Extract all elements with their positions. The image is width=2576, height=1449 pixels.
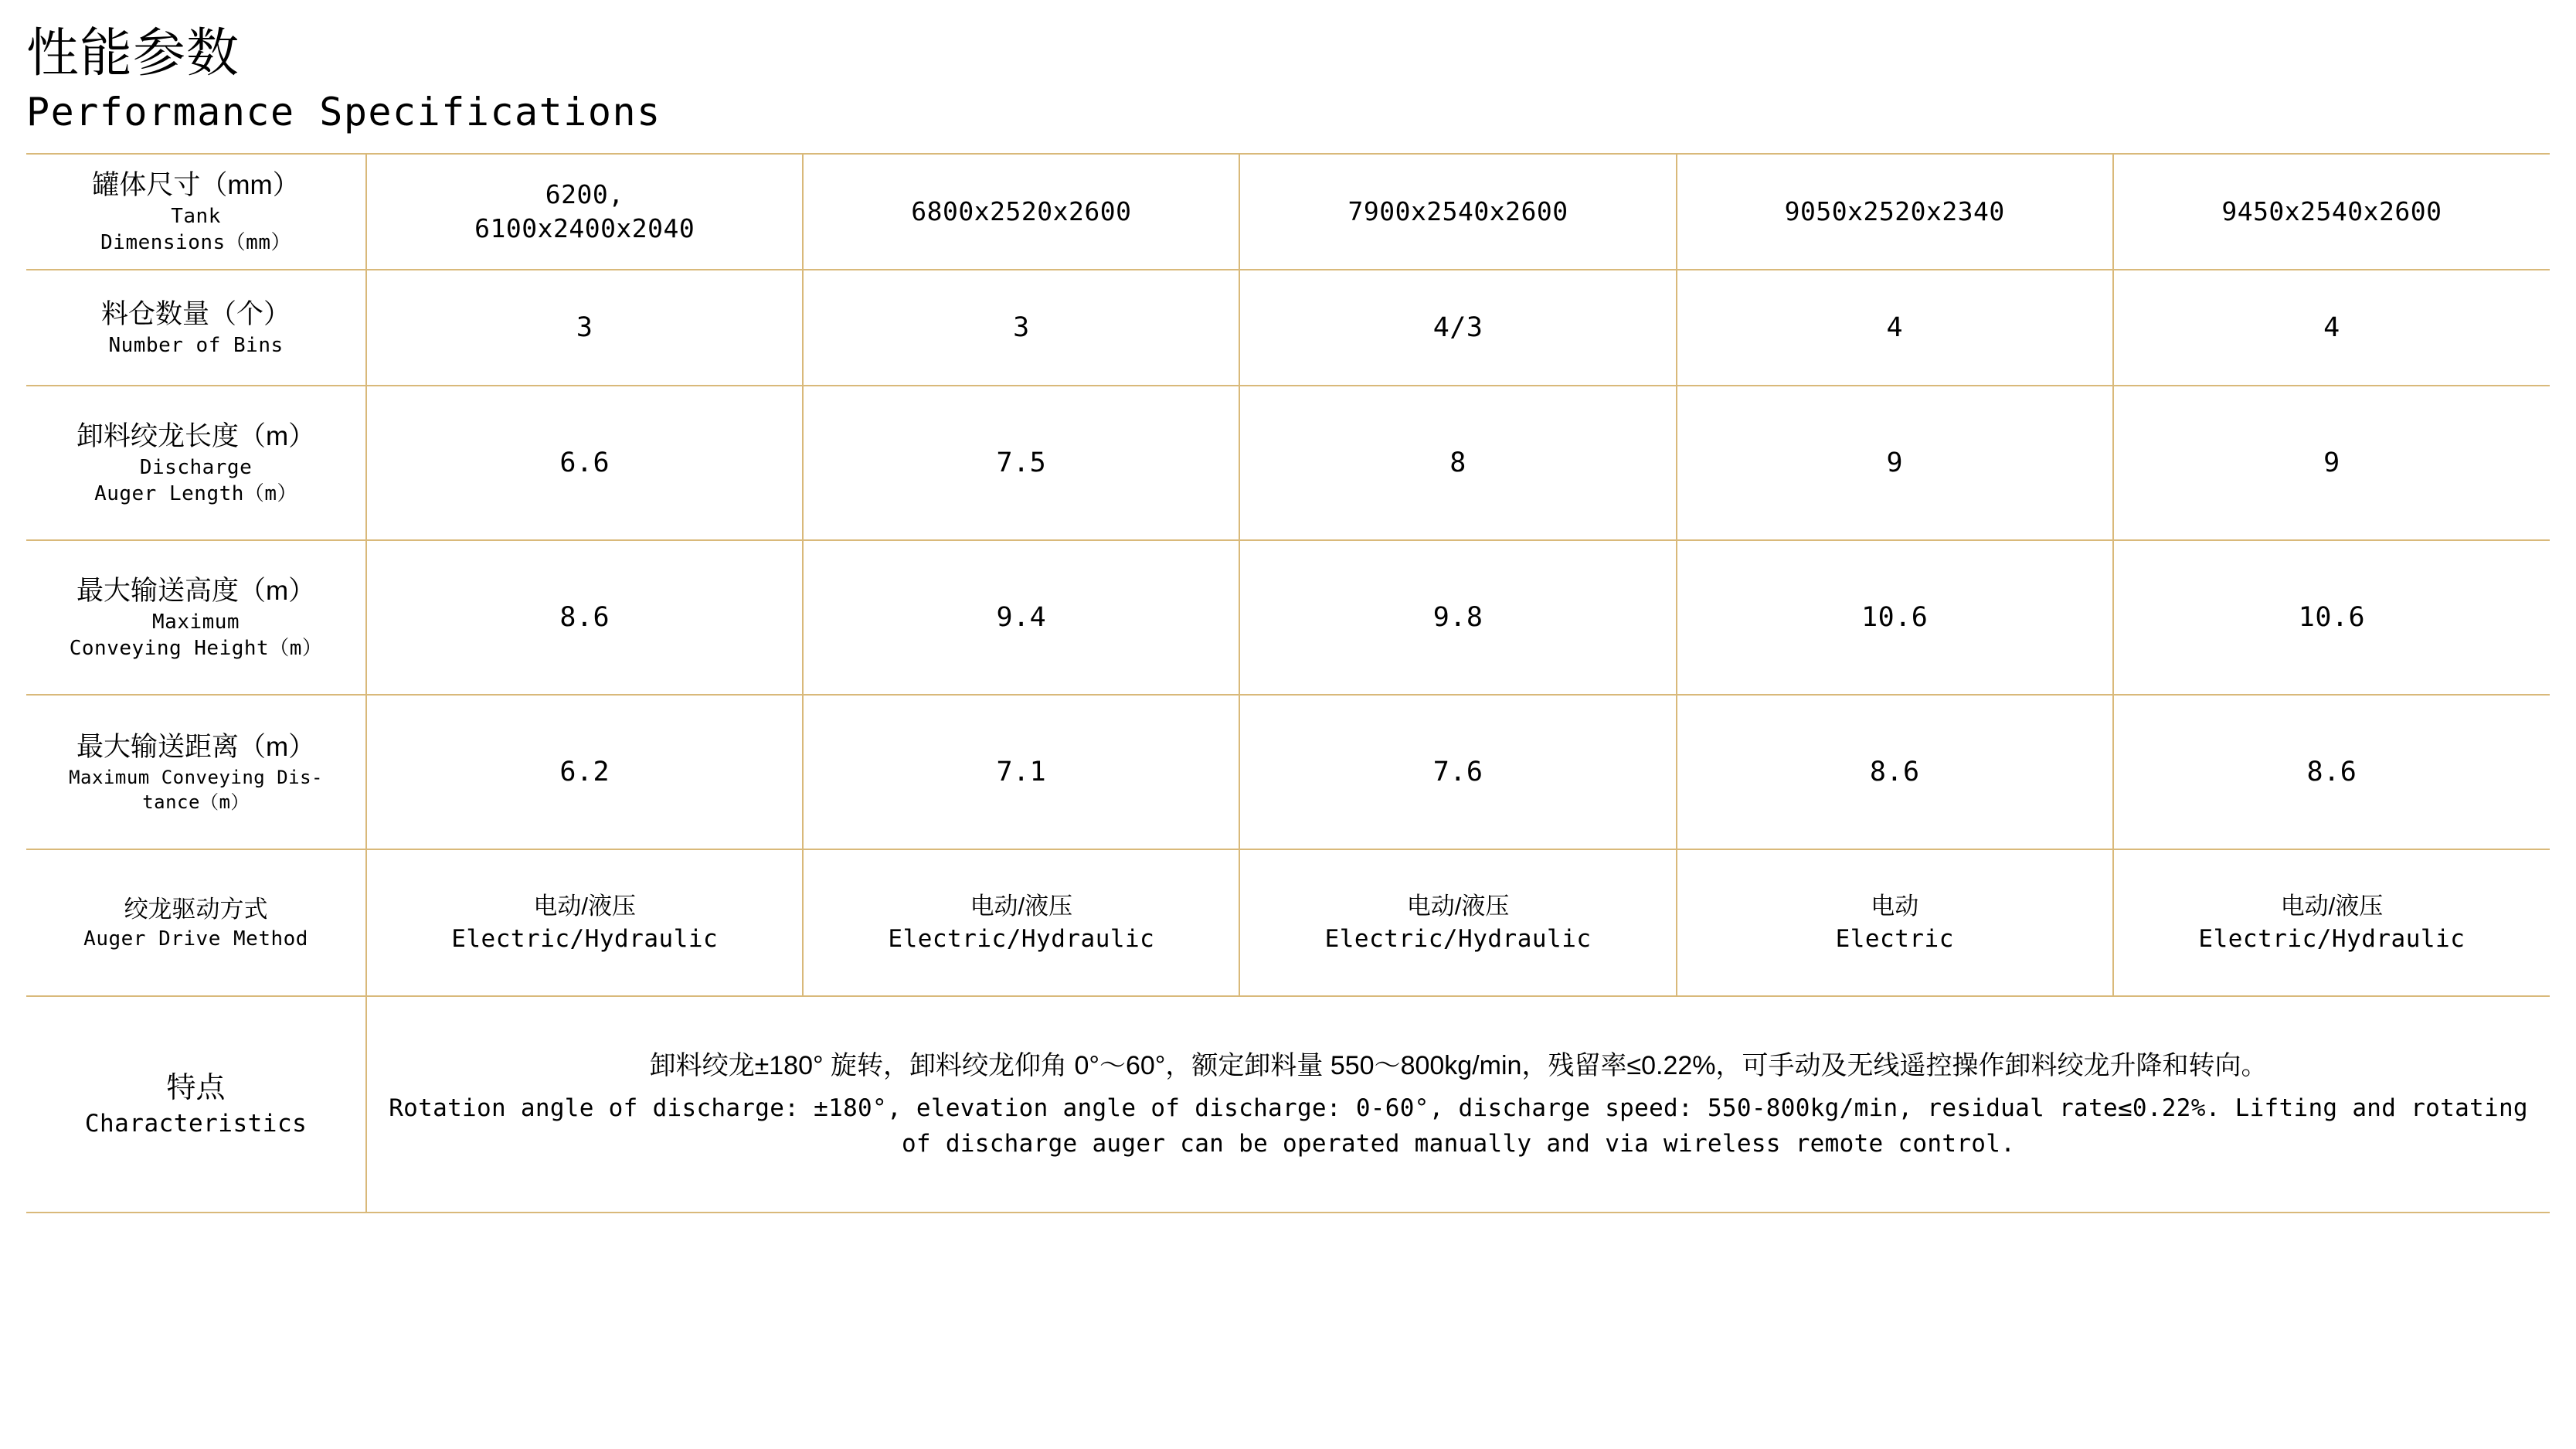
row-label-cell [26,849,366,996]
cell-value-cn: 电动/液压 [2280,893,2384,920]
table-cell [366,154,803,270]
row-label-cn: 最大输送距离（m） [76,732,316,762]
table-cell [366,695,803,849]
table-row [26,154,2550,270]
table-cell [2113,540,2550,695]
cell-value: 10.6 [2298,602,2366,633]
table-cell [1239,695,1676,849]
cell-value: 7.6 [1432,757,1483,787]
row-label-en-line2: Conveying Height（m） [69,637,323,660]
row-label-cn: 料仓数量（个） [101,299,291,329]
row-label-cell [26,996,366,1213]
cell-value-cn: 电动/液压 [1406,893,1510,920]
cell-value-en: Electric/Hydraulic [451,925,719,953]
row-label-en-line2: Dimensions（mm） [100,231,291,254]
table-cell [2113,849,2550,996]
page-title-en: Performance Specifications [26,90,661,134]
table-cell [803,849,1239,996]
characteristics-cell [366,996,2550,1213]
row-label-en: Auger Drive Method [83,927,308,951]
table-cell [1677,386,2113,540]
table-cell [366,540,803,695]
row-label-cell [26,386,366,540]
table-cell [2113,386,2550,540]
row-label-en-line2: Auger Length（m） [94,482,298,505]
row-label-en-line1: Discharge [139,456,253,479]
cell-value: 4 [1886,312,1904,343]
cell-value: 7.1 [996,757,1047,787]
row-label-en-line1: Maximum [152,611,240,634]
cell-value-en: Electric/Hydraulic [1324,925,1592,953]
table-cell [1239,270,1676,386]
cell-value: 6.2 [559,757,610,787]
table-cell [366,386,803,540]
cell-value-line1: 7900x2540x2600 [1347,196,1568,226]
table-cell [1677,540,2113,695]
cell-value: 10.6 [1861,602,1929,633]
table-cell [1239,540,1676,695]
cell-value: 8.6 [559,602,610,633]
row-label-en-line1: Number of Bins [108,334,284,357]
cell-value-cn: 电动 [1871,893,1919,920]
row-label-cn: 罐体尺寸（mm） [92,170,300,200]
table-cell [1239,386,1676,540]
cell-value: 9 [2323,447,2340,478]
cell-value: 7.5 [996,447,1047,478]
cell-value: 8.6 [2306,757,2357,787]
row-label-cell [26,540,366,695]
cell-value-en: Electric/Hydraulic [888,925,1155,953]
table-cell [1677,154,2113,270]
cell-value-line2: 6100x2400x2040 [474,213,695,243]
row-label-en-line1: Maximum Conveying Dis- [69,767,323,788]
row-label-en: Characteristics [84,1110,308,1138]
table-cell [1677,695,2113,849]
table-cell [1677,270,2113,386]
table-cell [2113,695,2550,849]
table-cell [1239,154,1676,270]
cell-value: 9.8 [1432,602,1483,633]
row-label-en-line2: tance（m） [142,791,250,813]
table-cell [803,270,1239,386]
cell-value-line1: 9450x2540x2600 [2221,196,2442,226]
cell-value: 8 [1449,447,1466,478]
cell-value: 3 [576,312,593,343]
row-label-cell [26,154,366,270]
row-label-en-line1: Tank [171,205,221,228]
table-cell [366,270,803,386]
table-row [26,270,2550,386]
characteristics-text-en: Rotation angle of discharge: ±180°, elevation angle of discharge: 0-60°, discharge speed: 550-800kg/min, residual rate≤0.22%. Lifting and rotating of discharge auger can be operated manually and via wireless remote control. [389,1094,2528,1158]
table-row [26,695,2550,849]
table-cell [366,849,803,996]
table-cell [803,695,1239,849]
cell-value-line1: 9050x2520x2340 [1784,196,2005,226]
table-cell [2113,270,2550,386]
cell-value-line1: 6200, [545,179,624,209]
cell-value-en: Electric [1835,925,1954,953]
row-label-cn: 最大输送高度（m） [76,576,316,606]
cell-value: 3 [1013,312,1030,343]
cell-value: 6.6 [559,447,610,478]
cell-value: 4/3 [1432,312,1483,343]
table-cell [1239,849,1676,996]
performance-specifications-table [26,153,2550,1213]
table-row [26,540,2550,695]
characteristics-text-cn: 卸料绞龙±180° 旋转，卸料绞龙仰角 0°～60°，额定卸料量 550～800kg/min，残留率≤0.22%，可手动及无线遥控操作卸料绞龙升降和转向。 [649,1051,2268,1080]
cell-value: 8.6 [1869,757,1920,787]
row-label-cn: 绞龙驱动方式 [124,896,268,923]
table-row-drive-method [26,849,2550,996]
table-row-characteristics [26,996,2550,1213]
table-cell [803,154,1239,270]
table-row [26,386,2550,540]
cell-value: 9 [1886,447,1904,478]
row-label-cn: 特点 [166,1072,226,1104]
cell-value: 9.4 [996,602,1047,633]
cell-value-line1: 6800x2520x2600 [911,196,1132,226]
cell-value-cn: 电动/液压 [970,893,1073,920]
cell-value-cn: 电动/液压 [533,893,637,920]
table-cell [2113,154,2550,270]
table-cell [803,540,1239,695]
cell-value-en: Electric/Hydraulic [2198,925,2466,953]
page-title-cn: 性能参数 [26,24,240,83]
row-label-cn: 卸料绞龙长度（m） [76,421,316,451]
cell-value: 4 [2323,312,2340,343]
row-label-cell [26,270,366,386]
table-cell [803,386,1239,540]
table-cell [1677,849,2113,996]
row-label-cell [26,695,366,849]
